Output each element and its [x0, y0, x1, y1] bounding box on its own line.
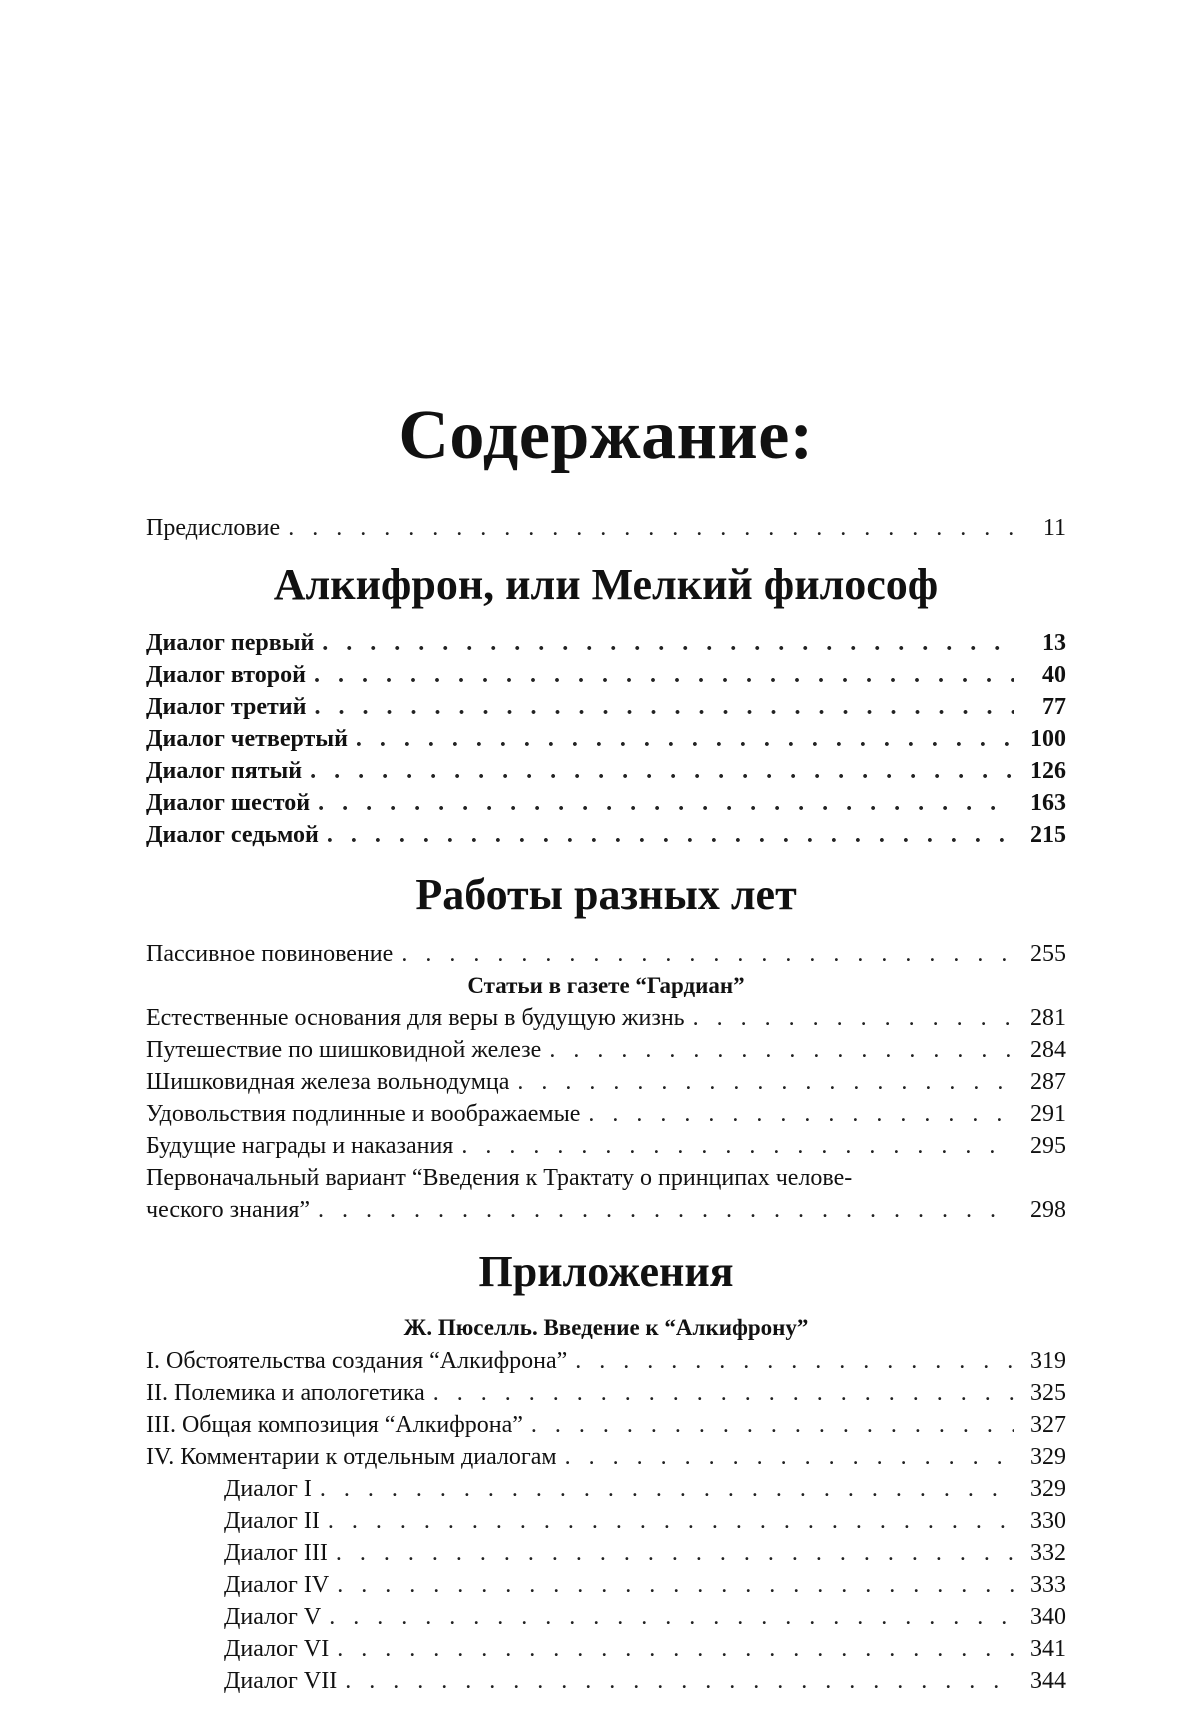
entry-label: Диалог V — [224, 1604, 322, 1630]
entry-label: IV. Комментарии к отдельным диалогам — [146, 1444, 557, 1470]
toc-entry-preface[interactable] — [146, 512, 1066, 544]
leader-dots — [310, 755, 1014, 787]
leader-dots — [314, 691, 1014, 723]
toc-entry-long-line1[interactable]: Первоначальный вариант “Введения к Трактату о принципах челове- — [146, 1165, 853, 1191]
page-number: 329 — [1030, 1444, 1066, 1470]
entry-label: Шишковидная железа вольнодумца — [146, 1069, 510, 1095]
leader-dots — [327, 819, 1014, 851]
leader-dots — [433, 1377, 1014, 1409]
page-number: 330 — [1030, 1508, 1066, 1534]
page-title: Содержание: — [398, 397, 814, 474]
page-number: 295 — [1030, 1133, 1066, 1159]
section-heading-alciphron: Алкифрон, или Мелкий философ — [273, 560, 939, 609]
entry-label: ческого знания” — [146, 1197, 311, 1223]
toc-entry[interactable] — [146, 1441, 1066, 1473]
entry-label: Диалог II — [224, 1508, 320, 1534]
leader-dots — [461, 1130, 1014, 1162]
entry-label: Диалог пятый — [146, 758, 303, 784]
toc-entry[interactable] — [146, 659, 1066, 691]
page-number: 40 — [1042, 662, 1066, 688]
leader-dots — [314, 659, 1014, 691]
page-number: 327 — [1030, 1412, 1066, 1438]
toc-entry-dialog[interactable] — [146, 1665, 1066, 1697]
entry-label: Предисловие — [146, 515, 281, 541]
page-number: 163 — [1030, 790, 1066, 816]
leader-dots — [345, 1665, 1014, 1697]
leader-dots — [575, 1345, 1014, 1377]
entry-label: Диалог VI — [224, 1636, 330, 1662]
page-number: 281 — [1030, 1005, 1066, 1031]
entry-label: Диалог второй — [146, 662, 306, 688]
toc-entry[interactable] — [146, 755, 1066, 787]
page-number: 11 — [1042, 515, 1066, 541]
entry-label: Диалог IV — [224, 1572, 330, 1598]
toc-entry[interactable] — [146, 1345, 1066, 1377]
leader-dots — [549, 1034, 1014, 1066]
entry-label: Диалог первый — [146, 630, 315, 656]
entry-label: Естественные основания для веры в будущую жизнь — [146, 1005, 685, 1031]
page-number: 298 — [1030, 1197, 1066, 1223]
entry-label: Диалог седьмой — [146, 822, 319, 848]
page-number: 341 — [1030, 1636, 1066, 1662]
toc-entry[interactable] — [146, 627, 1066, 659]
leader-dots — [401, 938, 1014, 970]
toc-entry-passive-obedience[interactable] — [146, 938, 1066, 970]
entry-label: Путешествие по шишковидной железе — [146, 1037, 542, 1063]
page-number: 255 — [1030, 941, 1066, 967]
leader-dots — [318, 1194, 1014, 1226]
leader-dots — [337, 1569, 1014, 1601]
entry-label: Диалог I — [224, 1476, 312, 1502]
leader-dots — [328, 1505, 1014, 1537]
toc-entry-long-line2[interactable] — [146, 1194, 1066, 1226]
entry-label: Пассивное повиновение — [146, 941, 394, 967]
page-number: 329 — [1030, 1476, 1066, 1502]
section-heading-appendices: Приложения — [478, 1247, 734, 1296]
toc-entry[interactable] — [146, 1098, 1066, 1130]
page-number: 332 — [1030, 1540, 1066, 1566]
entry-label: Диалог третий — [146, 694, 307, 720]
entry-label: I. Обстоятельства создания “Алкифрона” — [146, 1348, 568, 1374]
leader-dots — [337, 1633, 1014, 1665]
toc-entry[interactable] — [146, 1066, 1066, 1098]
toc-entry[interactable] — [146, 1034, 1066, 1066]
toc-entry[interactable] — [146, 691, 1066, 723]
leader-dots — [322, 627, 1014, 659]
entry-label: Диалог VII — [224, 1668, 338, 1694]
toc-entry[interactable] — [146, 1409, 1066, 1441]
leader-dots — [565, 1441, 1014, 1473]
leader-dots — [588, 1098, 1014, 1130]
toc-entry[interactable] — [146, 723, 1066, 755]
toc-entry-dialog[interactable] — [146, 1633, 1066, 1665]
page-number: 340 — [1030, 1604, 1066, 1630]
leader-dots — [336, 1537, 1014, 1569]
leader-dots — [356, 723, 1014, 755]
toc-entry-dialog[interactable] — [146, 1601, 1066, 1633]
page-number: 333 — [1030, 1572, 1066, 1598]
toc-entry-dialog[interactable] — [146, 1537, 1066, 1569]
page-number: 344 — [1030, 1668, 1066, 1694]
toc-entry-dialog[interactable] — [146, 1505, 1066, 1537]
leader-dots — [288, 512, 1014, 544]
page-number: 13 — [1042, 630, 1066, 656]
leader-dots — [517, 1066, 1014, 1098]
page-number: 319 — [1030, 1348, 1066, 1374]
entry-label: Диалог четвертый — [146, 726, 348, 752]
entry-label: Диалог шестой — [146, 790, 311, 816]
page-number: 325 — [1030, 1380, 1066, 1406]
page-number: 284 — [1030, 1037, 1066, 1063]
page-number: 77 — [1042, 694, 1066, 720]
toc-entry[interactable] — [146, 787, 1066, 819]
subsection-heading-pucelle: Ж. Пюселль. Введение к “Алкифрону” — [403, 1315, 809, 1340]
page-number: 126 — [1030, 758, 1066, 784]
page-number: 291 — [1030, 1101, 1066, 1127]
entry-label: III. Общая композиция “Алкифрона” — [146, 1412, 523, 1438]
entry-label: Диалог III — [224, 1540, 328, 1566]
leader-dots — [531, 1409, 1014, 1441]
section-heading-works: Работы разных лет — [415, 870, 797, 919]
toc-entry[interactable] — [146, 1002, 1066, 1034]
entry-label: Удовольствия подлинные и воображаемые — [146, 1101, 581, 1127]
toc-entry[interactable] — [146, 819, 1066, 851]
toc-entry[interactable] — [146, 1377, 1066, 1409]
leader-dots — [693, 1002, 1014, 1034]
subsection-heading-guardian: Статьи в газете “Гардиан” — [467, 973, 745, 998]
page-number: 287 — [1030, 1069, 1066, 1095]
entry-label: II. Полемика и апологетика — [146, 1380, 425, 1406]
page-number: 100 — [1030, 726, 1066, 752]
toc-entry-dialog[interactable] — [146, 1473, 1066, 1505]
leader-dots — [320, 1473, 1014, 1505]
entry-label: Будущие награды и наказания — [146, 1133, 454, 1159]
leader-dots — [318, 787, 1014, 819]
page-number: 215 — [1030, 822, 1066, 848]
toc-entry-dialog[interactable] — [146, 1569, 1066, 1601]
toc-entry[interactable] — [146, 1130, 1066, 1162]
leader-dots — [329, 1601, 1014, 1633]
